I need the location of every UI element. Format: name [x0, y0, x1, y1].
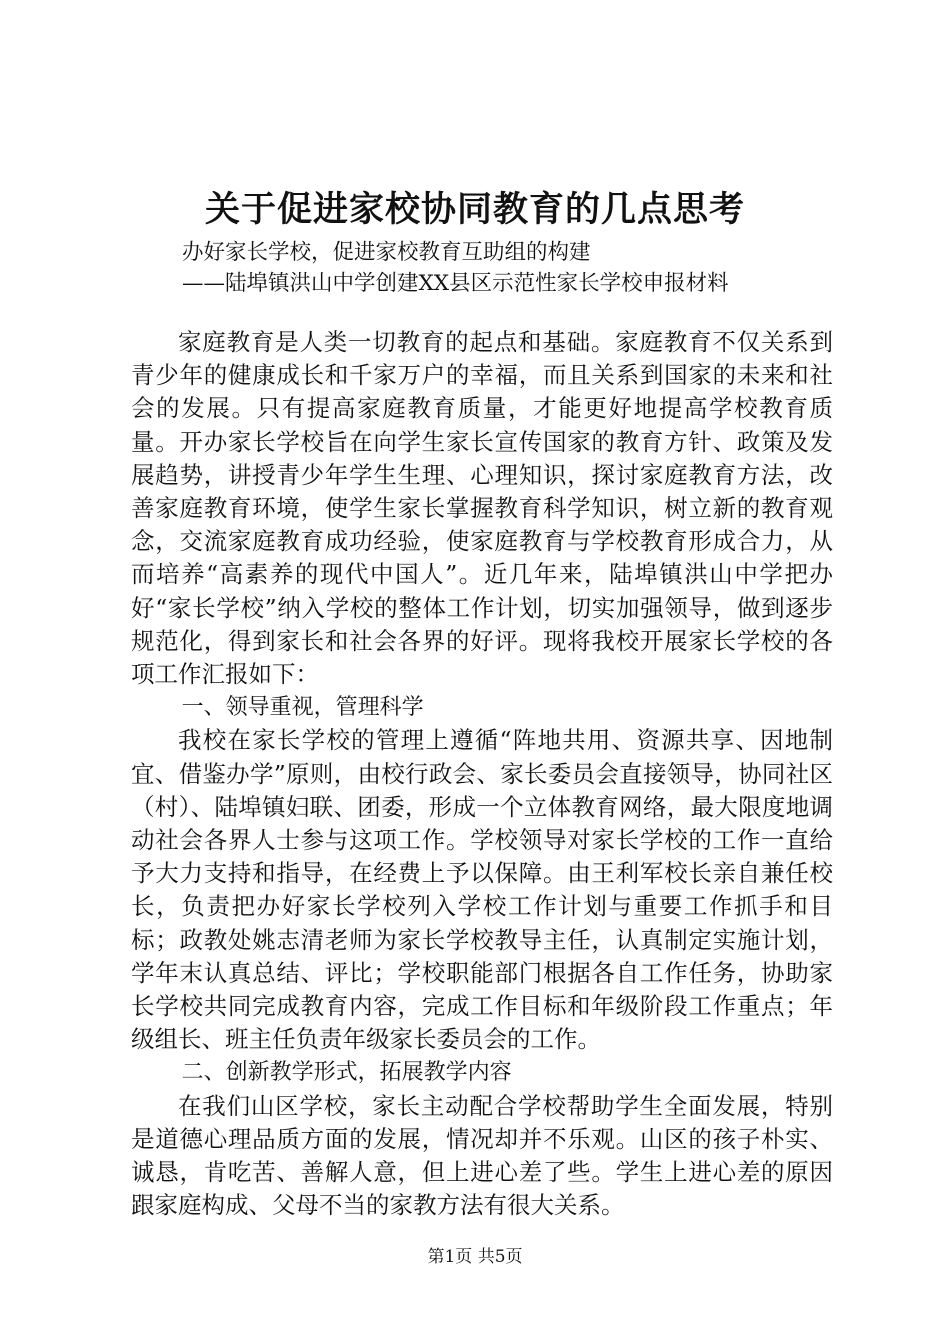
section-heading-2: 二、创新教学形式，拓展教学内容	[181, 1060, 512, 1086]
document-title: 关于促进家校协同教育的几点思考	[204, 190, 745, 230]
section-heading-1: 一、领导重视，管理科学	[181, 695, 424, 721]
section-2-paragraph: 在我们山区学校，家长主动配合学校帮助学生全面发展，特别是道德心理品质方面的发展，情况却并不乐观。山区的孩子朴实、诚恳，肯吃苦、善解人意，但上进心差了些。学生上进心差的原因跟家庭构成、父母不当的家教方法有很大关系。	[131, 1091, 833, 1220]
section-1-paragraph: 我校在家长学校的管理上遵循“阵地共用、资源共享、因地制宜、借鉴办学”原则，由校行政会、家长委员会直接领导，协同社区（村）、陆埠镇妇联、团委，形成一个立体教育网络，最大限度地调动社会各界人士参与这项工作。学校领导对家长学校的工作一直给予大力支持和指导，在经费上予以保障。由王利军校长亲自兼任校长，负责把办好家长学校列入学校工作计划与重要工作抓手和目标；政教处姚志清老师为家长学校教导主任，认真制定实施计划，学年末认真总结、评比；学校职能部门根据各自工作任务，协助家长学校共同完成教育内容，完成工作目标和年级阶段工作重点；年级组长、班主任负责年级家长委员会的工作。	[131, 726, 833, 1054]
document-body	[131, 326, 833, 1222]
document-subtitle: 办好家长学校，促进家校教育互助组的构建	[182, 240, 591, 265]
intro-paragraph: 家庭教育是人类一切教育的起点和基础。家庭教育不仅关系到青少年的健康成长和千家万户的幸福，而且关系到国家的未来和社会的发展。只有提高家庭教育质量，才能更好地提高学校教育质量。开办家长学校旨在向学生家长宣传国家的教育方针、政策及发展趋势，讲授青少年学生生理、心理知识，探讨家庭教育方法，改善家庭教育环境，使学生家长掌握教育科学知识，树立新的教育观念，交流家庭教育成功经验，使家庭教育与学校教育形成合力，从而培养“高素养的现代中国人”。近几年来，陆埠镇洪山中学把办好“家长学校”纳入学校的整体工作计划，切实加强领导，做到逐步规范化，得到家长和社会各界的好评。现将我校开展家长学校的各项工作汇报如下：	[131, 328, 833, 689]
document-subtitle-source: ——陆埠镇洪山中学创建XX县区示范性家长学校申报材料	[182, 271, 729, 296]
page-number-footer: 第1页 共5页	[427, 1247, 523, 1267]
